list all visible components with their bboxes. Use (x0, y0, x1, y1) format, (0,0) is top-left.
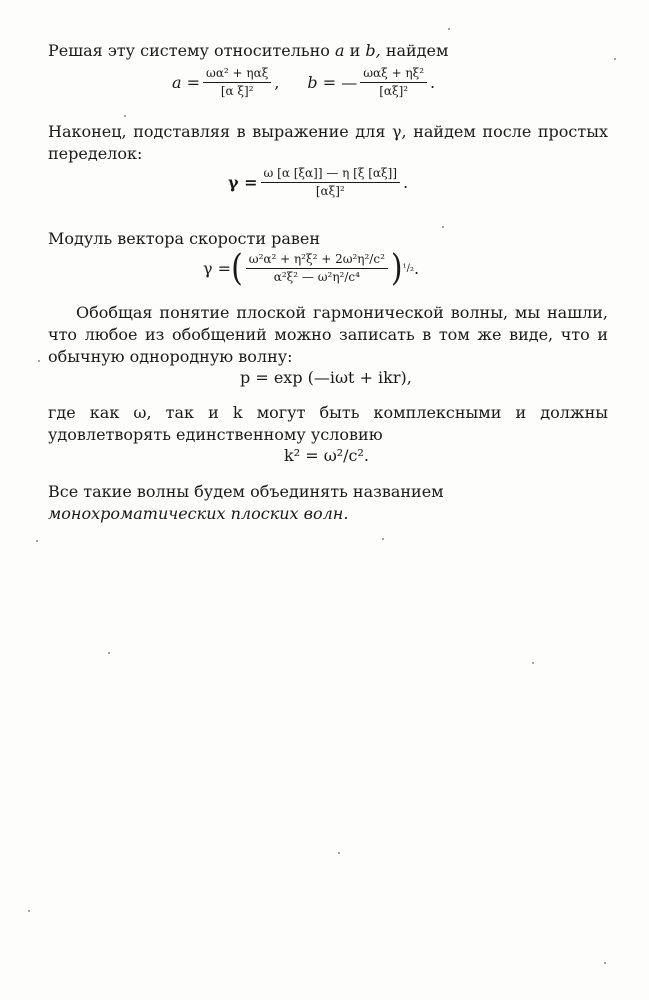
eq-period: . (430, 73, 436, 92)
eq-period: . (403, 173, 409, 192)
fraction-b-denominator: [αξ]² (379, 84, 409, 98)
eq-b-lhs: b = — (307, 73, 358, 92)
fraction-a (203, 66, 271, 99)
scan-speck (338, 852, 340, 854)
scan-speck (36, 540, 38, 542)
fraction-gamma (261, 166, 400, 199)
eq-gamma-lhs: γ = (228, 173, 258, 192)
scan-speck (108, 652, 110, 654)
equation-dispersion: k² = ω²/c². (284, 446, 369, 465)
paragraph-5: где как ω, так и k могут быть комплексными и должны удовлетворять единственному условию (48, 403, 608, 444)
equation-gamma-modulus (203, 246, 420, 289)
word-and: и (349, 41, 361, 60)
paragraph-3: Модуль вектора скорости равен (48, 229, 321, 248)
fraction-modulus (246, 252, 388, 285)
fraction-gamma-denominator: [αξ]² (315, 184, 345, 198)
fraction-gamma-numerator: ω [α [ξα]] — η [ξ [αξ]] (261, 166, 400, 183)
scan-speck (614, 58, 616, 60)
paragraph-6-text: Все такие волны будем объединять названием (48, 482, 444, 501)
scan-speck (448, 28, 450, 30)
fraction-a-denominator: [α ξ]² (220, 84, 254, 98)
paragraph-1 (48, 40, 608, 62)
fraction-b (360, 66, 427, 99)
fraction-b-numerator: ωαξ + ηξ² (360, 66, 427, 83)
scan-speck (604, 962, 606, 964)
fraction-a-numerator: ωα² + ηαξ (203, 66, 271, 83)
scan-speck (532, 662, 534, 664)
paragraph-2: Наконец, подставляя в выражение для γ, найдем после простых переделок: (48, 122, 608, 163)
eq-gamma-modulus-lhs: γ = (203, 259, 232, 278)
eq-comma: , (274, 73, 280, 92)
exponent-half: ¹/₂ (402, 263, 414, 274)
right-paren: ) (390, 246, 403, 289)
eq-a-lhs: a = (172, 73, 201, 92)
equation-plane-wave: p = exp (—iωt + ikr), (240, 368, 412, 387)
paragraph-1-text: Решая эту систему относительно (48, 41, 330, 60)
paragraph-6-italic: монохроматических плоских волн. (48, 504, 349, 523)
equation-a-b (172, 66, 435, 99)
paragraph-4: Обобщая понятие плоской гармонической волны, мы нашли, что любое из обобщений можно записать в том же виде, что и обычную однородную волну: (48, 303, 608, 366)
scan-speck (28, 910, 30, 912)
fraction-modulus-numerator: ω²α² + η²ξ² + 2ω²η²/c² (246, 252, 388, 269)
eq-period: . (414, 259, 420, 278)
word-find: найдем (385, 41, 449, 60)
paragraph-6 (48, 481, 608, 525)
scan-speck (124, 115, 126, 117)
scan-speck (38, 360, 40, 362)
variable-a: a (334, 41, 345, 60)
left-paren: ( (231, 246, 243, 289)
fraction-modulus-denominator: α²ξ² — ω²η²/c⁴ (273, 270, 360, 284)
scan-speck (382, 538, 384, 540)
scan-speck (442, 226, 444, 228)
variable-b: b, (365, 41, 381, 60)
equation-gamma-vector (228, 166, 408, 199)
